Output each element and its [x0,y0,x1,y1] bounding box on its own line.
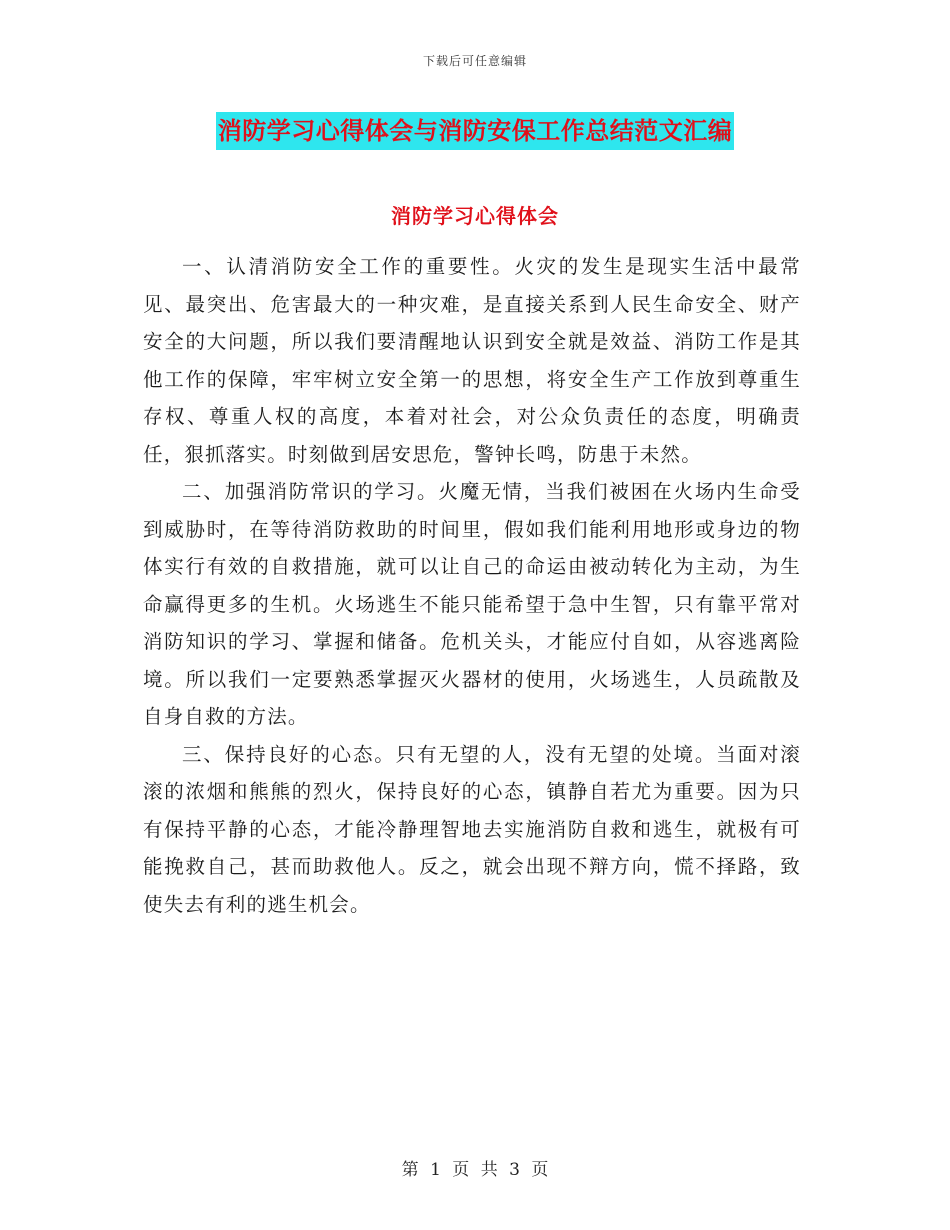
paragraph-3: 三、保持良好的心态。只有无望的人，没有无望的处境。当面对滚滚的浓烟和熊熊的烈火，保持良好的心态，镇静自若尤为重要。因为只有保持平静的心态，才能冷静理智地去实施消防自救和逃生，就极有可能挽救自己，甚而助救他人。反之，就会出现不辩方向，慌不择路，致使失去有利的逃生机会。 [143,742,801,916]
main-title-container [0,112,950,150]
main-title: 消防学习心得体会与消防安保工作总结范文汇编 [216,112,735,150]
header-note: 下载后可任意编辑 [422,54,527,68]
section-title: 消防学习心得体会 [391,204,559,228]
paragraph-2: 二、加强消防常识的学习。火魔无情，当我们被困在火场内生命受到威胁时，在等待消防救助的时间里，假如我们能利用地形或身边的物体实行有效的自救措施，就可以让自己的命运由被动转化为主动，为生命赢得更多的生机。火场逃生不能只能希望于急中生智，只有靠平常对消防知识的学习、掌握和储备。危机关头，才能应付自如，从容逃离险境。所以我们一定要熟悉掌握灭火器材的使用，火场逃生，人员疏散及自身自救的方法。 [143,480,801,728]
page-number-footer: 第 1 页 共 3 页 [401,1160,549,1180]
paragraph-1: 一、认清消防安全工作的重要性。火灾的发生是现实生活中最常见、最突出、危害最大的一种灾难，是直接关系到人民生命安全、财产安全的大问题，所以我们要清醒地认识到安全就是效益、消防工作是其他工作的保障，牢牢树立安全第一的思想，将安全生产工作放到尊重生存权、尊重人权的高度，本着对社会，对公众负责任的态度，明确责任，狠抓落实。时刻做到居安思危，警钟长鸣，防患于未然。 [143,255,801,466]
body-text [143,248,801,923]
